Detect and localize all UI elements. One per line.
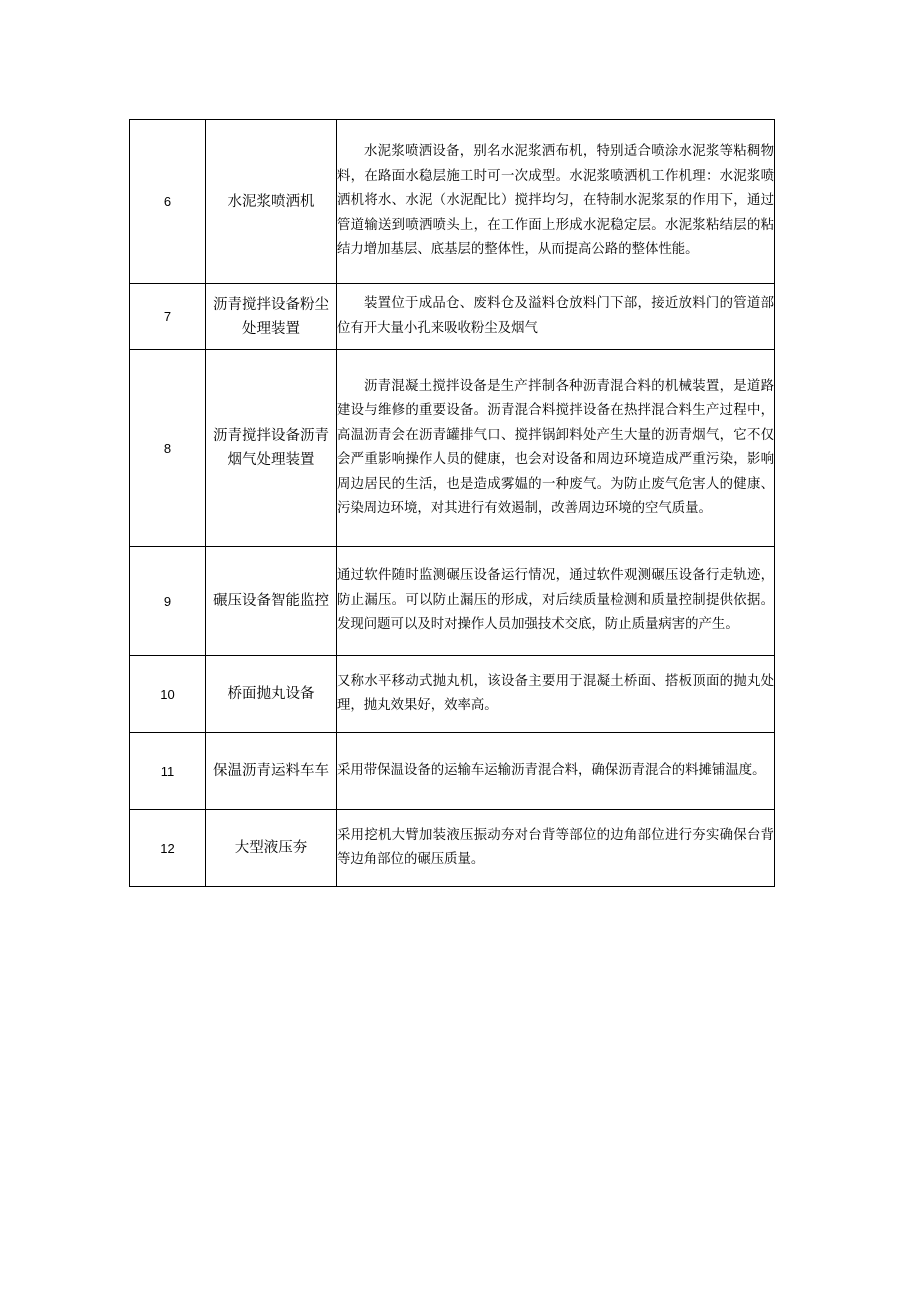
equipment-name: 保温沥青运料车车 <box>206 733 337 810</box>
table-row <box>130 810 775 887</box>
equipment-description: 装置位于成品仓、废料仓及溢料仓放料门下部，接近放料门的管道部位有开大量小孔来吸收粉尘及烟气 <box>337 284 775 350</box>
row-number: 9 <box>130 547 206 656</box>
row-number: 12 <box>130 810 206 887</box>
equipment-name: 沥青搅拌设备沥青烟气处理装置 <box>206 350 337 547</box>
row-number: 11 <box>130 733 206 810</box>
equipment-description: 水泥浆喷洒设备，别名水泥浆洒布机，特别适合喷涂水泥浆等粘稠物料，在路面水稳层施工时可一次成型。水泥浆喷洒机工作机理：水泥浆喷洒机将水、水泥（水泥配比）搅拌均匀，在特制水泥浆泵的作用下，通过管道输送到喷洒喷头上，在工作面上形成水泥稳定层。水泥浆粘结层的粘结力增加基层、底基层的整体性，从而提高公路的整体性能。 <box>337 120 775 284</box>
equipment-description: 采用挖机大臂加装液压振动夯对台背等部位的边角部位进行夯实确保台背等边角部位的碾压质量。 <box>337 810 775 887</box>
equipment-table <box>129 119 775 887</box>
equipment-name: 沥青搅拌设备粉尘处理装置 <box>206 284 337 350</box>
table-row <box>130 547 775 656</box>
table-row <box>130 733 775 810</box>
equipment-description: 沥青混凝土搅拌设备是生产拌制各种沥青混合料的机械装置，是道路建设与维修的重要设备。沥青混合料搅拌设备在热拌混合料生产过程中，高温沥青会在沥青罐排气口、搅拌锅卸料处产生大量的沥青烟气，它不仅会严重影响操作人员的健康，也会对设备和周边环境造成严重污染，影响周边居民的生活，也是造成雾媪的一种废气。为防止废气危害人的健康、污染周边环境，对其进行有效遏制，改善周边环境的空气质量。 <box>337 350 775 547</box>
row-number: 8 <box>130 350 206 547</box>
equipment-name: 大型液压夯 <box>206 810 337 887</box>
table-row <box>130 656 775 733</box>
row-number: 7 <box>130 284 206 350</box>
table-row <box>130 350 775 547</box>
table-row <box>130 120 775 284</box>
row-number: 6 <box>130 120 206 284</box>
equipment-description: 采用带保温设备的运输车运输沥青混合料，确保沥青混合的料摊铺温度。 <box>337 733 775 810</box>
table-row <box>130 284 775 350</box>
row-number: 10 <box>130 656 206 733</box>
equipment-name: 碾压设备智能监控 <box>206 547 337 656</box>
equipment-description: 又称水平移动式抛丸机，该设备主要用于混凝土桥面、搭板顶面的抛丸处理，抛丸效果好，效率高。 <box>337 656 775 733</box>
equipment-name: 水泥浆喷洒机 <box>206 120 337 284</box>
equipment-name: 桥面抛丸设备 <box>206 656 337 733</box>
equipment-description: 通过软件随时监测碾压设备运行情况，通过软件观测碾压设备行走轨迹，防止漏压。可以防止漏压的形成，对后续质量检测和质量控制提供依据。发现问题可以及时对操作人员加强技术交底，防止质量病害的产生。 <box>337 547 775 656</box>
